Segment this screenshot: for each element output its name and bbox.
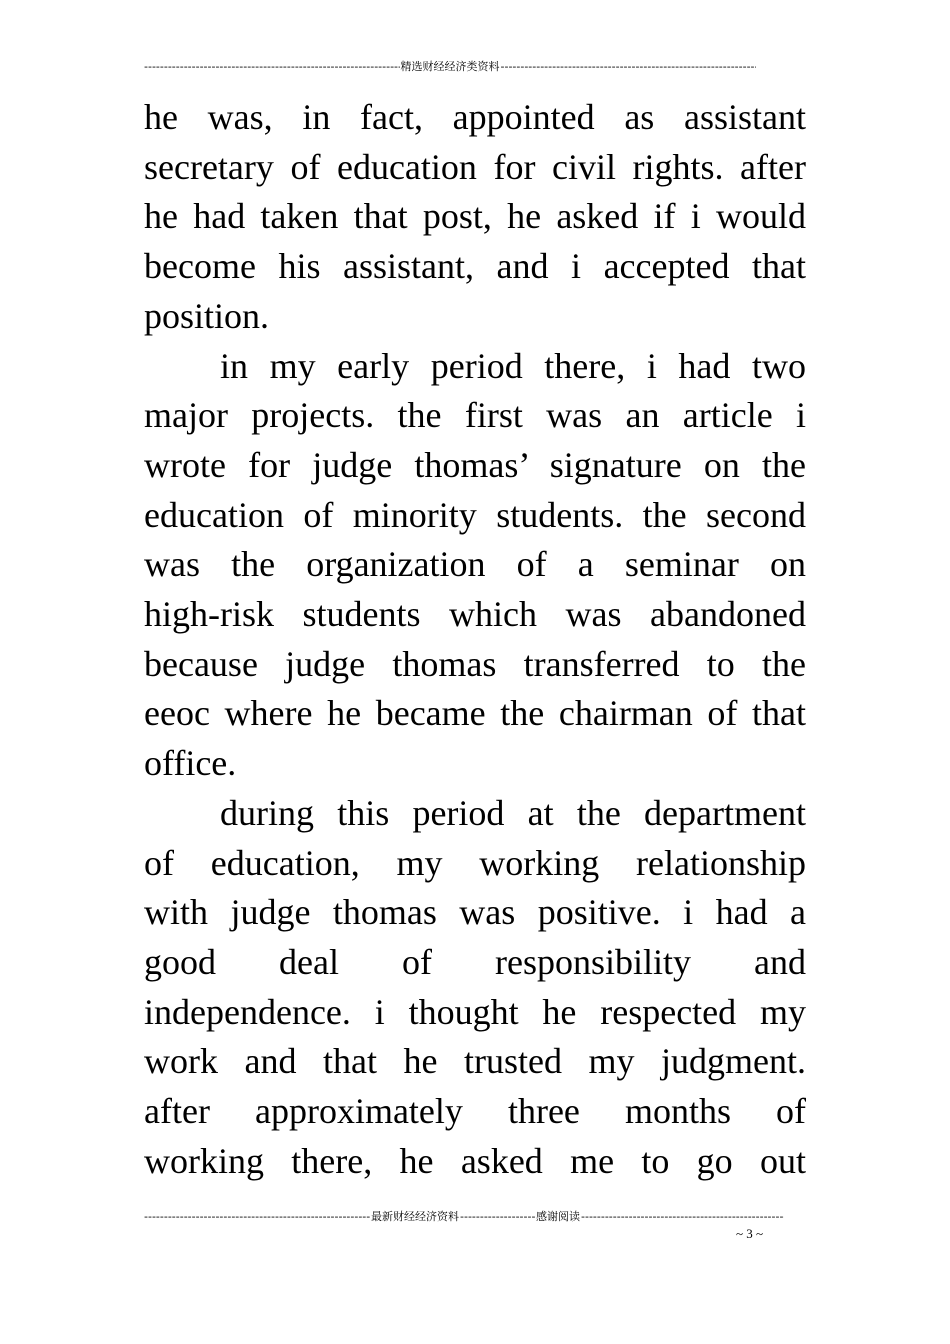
document-body <box>144 93 806 1186</box>
text-line: in my early period there, i had two <box>220 345 806 386</box>
header-dash-left <box>144 60 400 73</box>
text-line: wrote for judge thomas’ signature on the <box>144 444 806 485</box>
text-line: secretary of education for civil rights. after <box>144 146 806 187</box>
text-line: working there, he asked me to go out <box>144 1140 806 1181</box>
text-line: during this period at the department <box>220 792 806 833</box>
footer-rule <box>144 1210 784 1223</box>
text-line: office. <box>144 743 237 784</box>
text-line: eeoc where he became the chairman of that <box>144 693 806 734</box>
text-line: he had taken that post, he asked if i would <box>144 196 806 237</box>
paragraph-3 <box>144 789 806 1187</box>
text-line: become his assistant, and i accepted that <box>144 246 806 287</box>
header-rule <box>144 60 756 73</box>
footer-dash-left <box>144 1210 370 1223</box>
footer-dash-right <box>581 1210 784 1223</box>
text-line: work and that he trusted my judgment. <box>144 1041 806 1082</box>
text-line: with judge thomas was positive. i had a <box>144 892 806 933</box>
page-number: ~ 3 ~ <box>736 1226 764 1241</box>
text-line: he was, in fact, appointed as assistant <box>144 97 806 137</box>
footer-dash-middle <box>460 1210 535 1223</box>
text-line: was the organization of a seminar on <box>144 544 806 585</box>
text-line: after approximately three months of <box>144 1091 806 1132</box>
header-label: 精选财经经济类资料 <box>400 60 500 73</box>
text-line: high-risk students which was abandoned <box>144 594 806 635</box>
text-line: because judge thomas transferred to the <box>144 643 806 684</box>
text-line: independence. i thought he respected my <box>144 991 806 1032</box>
text-line: education of minority students. the second <box>144 494 806 535</box>
text-line: position. <box>144 295 270 336</box>
text-line: good deal of responsibility and <box>144 941 806 982</box>
text-line: of education, my working relationship <box>144 842 806 883</box>
footer-label-right: 感谢阅读 <box>536 1210 580 1223</box>
text-line: major projects. the first was an article i <box>144 395 806 436</box>
paragraph-2 <box>144 342 806 789</box>
header-dash-right <box>501 60 757 73</box>
paragraph-1 <box>144 93 806 342</box>
footer-label-left: 最新财经经济资料 <box>371 1210 459 1223</box>
